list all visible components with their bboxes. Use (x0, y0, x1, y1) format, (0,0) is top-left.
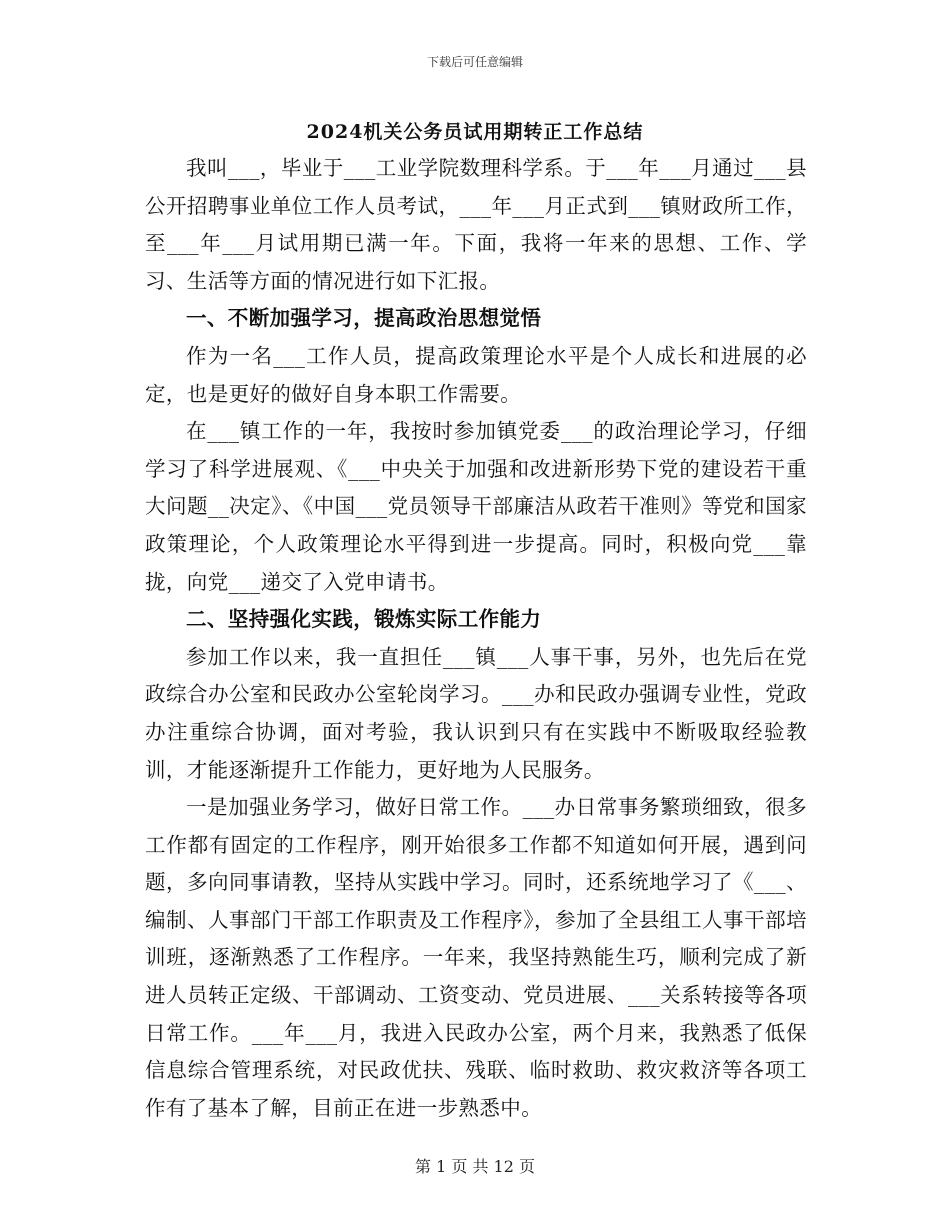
section-heading-2: 二、坚持强化实践，锻炼实际工作能力 (186, 607, 542, 632)
page-number-footer: 第 1 页 共 12 页 (415, 1157, 535, 1176)
page-header-note: 下载后可任意编辑 (426, 55, 523, 69)
paragraph-body: 在___镇工作的一年，我按时参加镇党委___的政治理论学习，仔细学习了科学进展观、《___中央关于加强和改进新形势下党的建设若干重大问题__决定》、《中国___党员领导干部廉洁从政若干准则》等党和国家政策理论，个人政策理论水平得到进一步提高。同时，积极向党___靠拢，向党___递交了入党申请书。 (145, 419, 807, 594)
section-heading-1: 一、不断加强学习，提高政治思想觉悟 (186, 306, 542, 331)
paragraph-intro: 我叫___，毕业于___工业学院数理科学系。于___年___月通过___县公开招聘事业单位工作人员考试，___年___月正式到___镇财政所工作，至___年___月试用期已满一年。下面，我将一年来的思想、工作、学习、生活等方面的情况进行如下汇报。 (145, 156, 807, 293)
paragraph-body: 作为一名___工作人员，提高政策理论水平是个人成长和进展的必定，也是更好的做好自身本职工作需要。 (145, 343, 807, 406)
document-title: 2024机关公务员试用期转正工作总结 (306, 121, 644, 143)
paragraph-body: 一是加强业务学习，做好日常工作。___办日常事务繁琐细致，很多工作都有固定的工作程序，刚开始很多工作都不知道如何开展，遇到问题，多向同事请教，坚持从实践中学习。同时，还系统地学习了《___、编制、人事部门干部工作职责及工作程序》，参加了全县组工人事干部培训班，逐渐熟悉了工作程序。一年来，我坚持熟能生巧，顺利完成了新进人员转正定级、干部调动、工资变动、党员进展、___关系转接等各项日常工作。___年___月，我进入民政办公室，两个月来，我熟悉了低保信息综合管理系统，对民政优扶、残联、临时救助、救灾救济等各项工作有了基本了解，目前正在进一步熟悉中。 (145, 795, 807, 1120)
document-body (145, 150, 807, 1127)
paragraph-body: 参加工作以来，我一直担任___镇___人事干事，另外，也先后在党政综合办公室和民政办公室轮岗学习。___办和民政办强调专业性，党政办注重综合协调，面对考验，我认识到只有在实践中不断吸取经验教训，才能逐渐提升工作能力，更好地为人民服务。 (145, 644, 807, 782)
